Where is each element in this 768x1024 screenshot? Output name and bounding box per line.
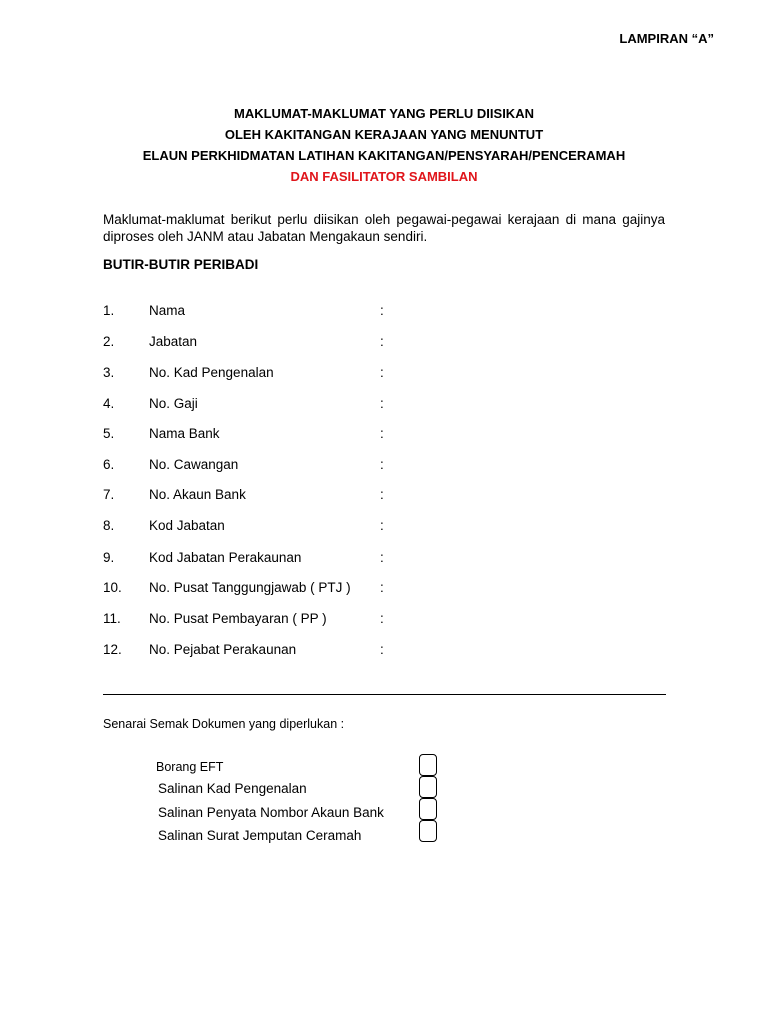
field-row	[0, 426, 768, 446]
field-label: No. Kad Pengenalan	[149, 365, 274, 380]
title-line-2: OLEH KAKITANGAN KERAJAAN YANG MENUNTUT	[224, 127, 544, 142]
field-colon: :	[380, 334, 384, 349]
field-number: 3.	[103, 365, 115, 380]
field-row	[0, 487, 768, 507]
field-number: 11.	[103, 611, 121, 626]
checkbox-salinan-kad-pengenalan[interactable]	[419, 776, 437, 798]
checklist-item-label: Salinan Penyata Nombor Akaun Bank	[158, 805, 384, 820]
checkbox-salinan-penyata-akaun[interactable]	[419, 798, 437, 820]
checklist-title: Senarai Semak Dokumen yang diperlukan :	[103, 717, 345, 731]
field-row	[0, 334, 768, 354]
field-label: Nama	[149, 303, 186, 318]
checklist-item-label: Borang EFT	[156, 760, 224, 774]
field-colon: :	[380, 365, 384, 380]
field-number: 4.	[103, 396, 115, 411]
field-colon: :	[380, 487, 384, 502]
field-number: 7.	[103, 487, 115, 502]
field-colon: :	[380, 303, 384, 318]
field-number: 9.	[103, 550, 115, 565]
field-row	[0, 642, 768, 662]
annex-label: LAMPIRAN “A”	[619, 31, 714, 46]
field-colon: :	[380, 580, 384, 595]
checklist-item-label: Salinan Kad Pengenalan	[158, 781, 307, 796]
title-line-3: ELAUN PERKHIDMATAN LATIHAN KAKITANGAN/PENSYARAH/PENCERAMAH	[142, 148, 626, 163]
checklist-item-label: Salinan Surat Jemputan Ceramah	[158, 828, 362, 843]
field-row	[0, 518, 768, 538]
section-heading: BUTIR-BUTIR PERIBADI	[103, 257, 259, 272]
field-label: No. Akaun Bank	[149, 487, 246, 502]
field-number: 2.	[103, 334, 115, 349]
field-colon: :	[380, 426, 384, 441]
field-row	[0, 303, 768, 323]
field-label: No. Pusat Pembayaran ( PP )	[149, 611, 327, 626]
field-row	[0, 396, 768, 416]
field-label: No. Gaji	[149, 396, 198, 411]
field-label: No. Pusat Tanggungjawab ( PTJ )	[149, 580, 351, 595]
field-colon: :	[380, 518, 384, 533]
field-row	[0, 365, 768, 385]
field-label: Jabatan	[149, 334, 198, 349]
field-row	[0, 580, 768, 600]
field-label: Kod Jabatan Perakaunan	[149, 550, 302, 565]
field-number: 10.	[103, 580, 122, 595]
field-number: 1.	[103, 303, 115, 318]
field-colon: :	[380, 642, 384, 657]
field-label: Nama Bank	[149, 426, 220, 441]
field-row	[0, 611, 768, 631]
field-label: No. Pejabat Perakaunan	[149, 642, 297, 657]
field-number: 5.	[103, 426, 115, 441]
field-colon: :	[380, 396, 384, 411]
section-divider	[103, 694, 666, 695]
field-row	[0, 457, 768, 477]
field-number: 6.	[103, 457, 115, 472]
field-label: No. Cawangan	[149, 457, 239, 472]
checkbox-borang-eft[interactable]	[419, 754, 437, 776]
field-colon: :	[380, 457, 384, 472]
field-colon: :	[380, 550, 384, 565]
field-label: Kod Jabatan	[149, 518, 225, 533]
field-number: 8.	[103, 518, 115, 533]
field-number: 12.	[103, 642, 122, 657]
intro-paragraph: Maklumat-maklumat berikut perlu diisikan oleh pegawai-pegawai kerajaan di mana gajinya diproses oleh JANM atau Jabatan Mengakaun sendiri.	[103, 212, 665, 244]
title-line-4: DAN FASILITATOR SAMBILAN	[290, 169, 478, 184]
title-line-1: MAKLUMAT-MAKLUMAT YANG PERLU DIISIKAN	[234, 106, 534, 121]
field-row	[0, 550, 768, 570]
checkbox-salinan-surat-jemputan[interactable]	[419, 820, 437, 842]
field-colon: :	[380, 611, 384, 626]
